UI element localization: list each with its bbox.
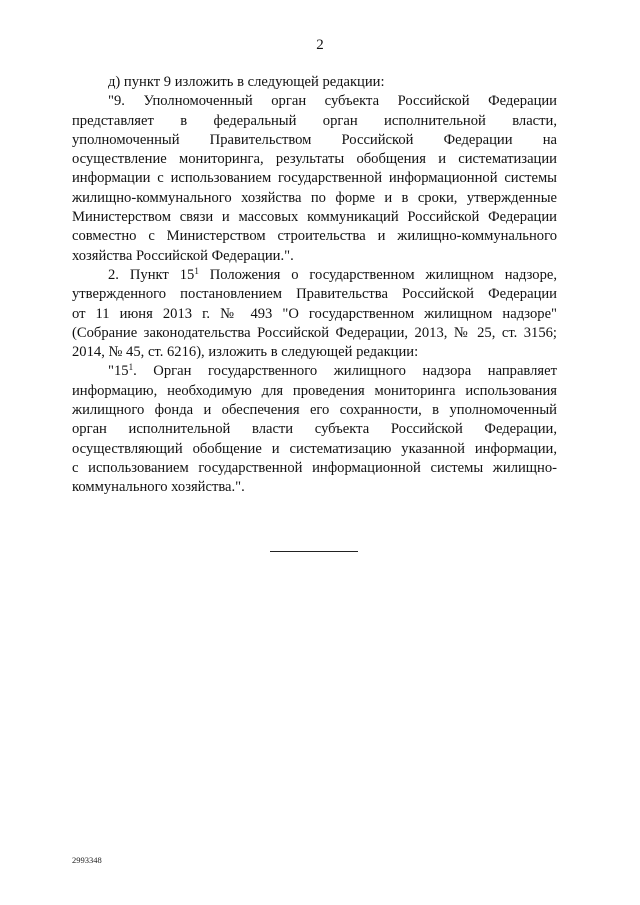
text-line: представляет в федеральный орган исполнительной власти,: [72, 112, 557, 129]
text-line: д) пункт 9 изложить в следующей редакции:: [108, 74, 385, 90]
text-line: жилищного фонда и обеспечения его сохранности, в уполномоченный: [72, 402, 557, 419]
text-segment: "15: [108, 363, 129, 380]
text-line: информации с использованием государственной информационной системы: [72, 170, 557, 187]
divider-line: [270, 551, 358, 552]
superscript: 1: [194, 265, 199, 276]
paragraph-clause-15-1: [72, 362, 557, 497]
text-line: хозяйства Российской Федерации.".: [72, 247, 294, 264]
document-id: 2993348: [72, 855, 102, 865]
text-line: осуществляющий обобщение и систематизацию указанной информации,: [72, 440, 557, 457]
text-line: информацию, необходимую для проведения мониторинга использования: [72, 382, 557, 399]
text-line: уполномоченный Правительством Российской Федерации на: [72, 131, 557, 148]
text-line: (Собрание законодательства Российской Федерации, 2013, № 25, ст. 3156;: [72, 324, 557, 341]
paragraph-clause-9: [72, 92, 557, 266]
paragraph-item-2: [72, 266, 557, 362]
text-line: Министерством связи и массовых коммуникаций Российской Федерации: [72, 209, 557, 226]
text-line: утвержденного постановлением Правительства Российской Федерации: [72, 286, 557, 303]
text-line: 2014, № 45, ст. 6216), изложить в следующей редакции:: [72, 344, 419, 361]
text-segment: Положения о государственном жилищном надзоре,: [198, 266, 557, 283]
page-number: 2: [316, 37, 324, 53]
text-line: коммунального хозяйства.".: [72, 479, 245, 496]
text-line: совместно с Министерством строительства и жилищно-коммунального: [72, 228, 557, 245]
text-line: от 11 июня 2013 г. № 493 "О государственном жилищном надзоре": [72, 305, 557, 322]
text-segment: 2. Пункт 15: [108, 266, 195, 283]
text-line: [72, 266, 557, 285]
superscript: 1: [128, 362, 134, 373]
text-line: с использованием государственной информационной системы жилищно-: [72, 459, 557, 476]
paragraph-item-d: [72, 73, 557, 92]
text-line: "9. Уполномоченный орган субъекта Российской Федерации: [108, 93, 557, 110]
text-line: [72, 362, 557, 381]
text-segment: . Орган государственного жилищного надзора направляет: [133, 363, 557, 380]
text-line: осуществление мониторинга, результаты обобщения и систематизации: [72, 151, 557, 168]
document-body: [72, 73, 557, 498]
text-line: жилищно-коммунального хозяйства по форме и в сроки, утвержденные: [72, 189, 557, 206]
text-line: орган исполнительной власти субъекта Российской Федерации,: [72, 421, 557, 438]
